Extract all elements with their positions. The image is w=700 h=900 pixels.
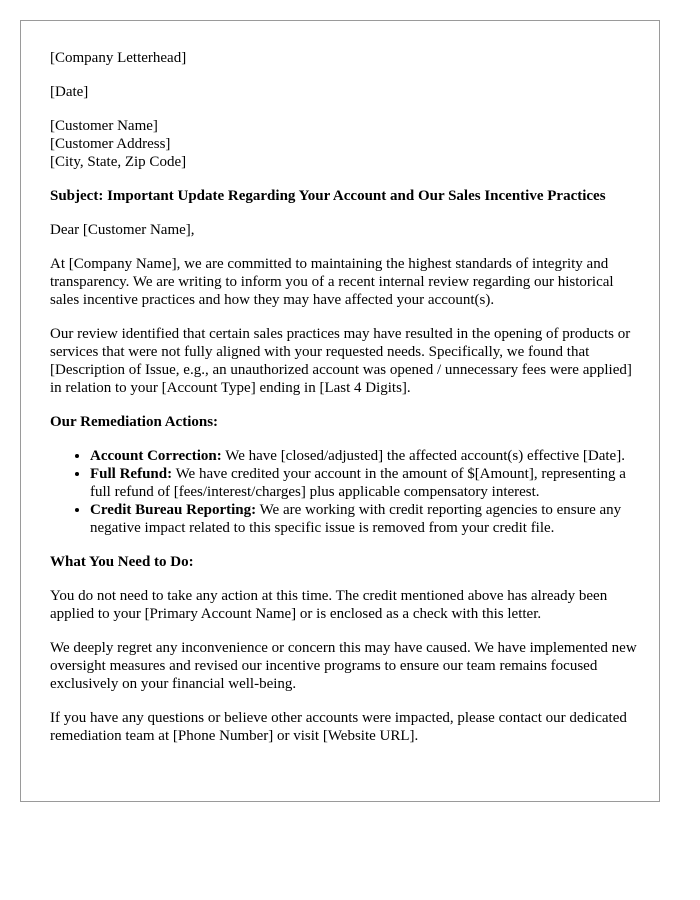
- list-item-credit-bureau-reporting: [90, 501, 640, 537]
- letter-date: [Date]: [50, 84, 89, 100]
- intro-paragraph: At [Company Name], we are committed to maintaining the highest standards of integrity and transparency. We are writing to inform you of a recent internal review regarding our historical sales incentive practices and how they may have affected your account(s).: [50, 256, 614, 308]
- letter-body: [50, 49, 640, 761]
- recipient-city-state-zip: [City, State, Zip Code]: [50, 154, 187, 170]
- list-item-text: We have credited your account in the amount of $[Amount], representing a full refund of [fees/interest/charges] plus applicable compensatory interest.: [90, 466, 626, 500]
- recipient-address: [Customer Address]: [50, 136, 171, 152]
- list-item-term: Credit Bureau Reporting:: [90, 502, 257, 518]
- list-item-text: We are working with credit reporting agencies to ensure any negative impact related to this specific issue is removed from your credit file.: [90, 502, 622, 536]
- action-heading: What You Need to Do:: [50, 554, 194, 570]
- letter-page: [20, 20, 660, 802]
- list-item-text: We have [closed/adjusted] the affected account(s) effective [Date].: [221, 448, 625, 464]
- list-item-term: Account Correction:: [90, 448, 222, 464]
- recipient-address-block: [50, 117, 640, 171]
- remediation-heading: Our Remediation Actions:: [50, 414, 219, 430]
- list-item-term: Full Refund:: [90, 466, 173, 482]
- review-findings-paragraph: Our review identified that certain sales practices may have resulted in the opening of products or services that were not fully aligned with your requested needs. Specifically, we found that [Description of Issue, e.g., an unauthorized account was opened / unnecessary fees were applied] in relation to your [Account Type] ending in [Last 4 Digits].: [50, 326, 632, 396]
- remediation-list: [50, 447, 640, 537]
- no-action-paragraph: You do not need to take any action at this time. The credit mentioned above has already been applied to your [Primary Account Name] or is enclosed as a check with this letter.: [50, 588, 608, 622]
- contact-paragraph: If you have any questions or believe other accounts were impacted, please contact our dedicated remediation team at [Phone Number] or visit [Website URL].: [50, 710, 627, 744]
- recipient-name: [Customer Name]: [50, 118, 158, 134]
- company-letterhead: [Company Letterhead]: [50, 50, 187, 66]
- list-item-account-correction: [90, 447, 640, 465]
- salutation: Dear [Customer Name],: [50, 222, 195, 238]
- list-item-full-refund: [90, 465, 640, 501]
- subject-line: Subject: Important Update Regarding Your Account and Our Sales Incentive Practices: [50, 188, 606, 204]
- apology-paragraph: We deeply regret any inconvenience or concern this may have caused. We have implemented new oversight measures and revised our incentive programs to ensure our team remains focused exclusively on your financial well-being.: [50, 640, 637, 692]
